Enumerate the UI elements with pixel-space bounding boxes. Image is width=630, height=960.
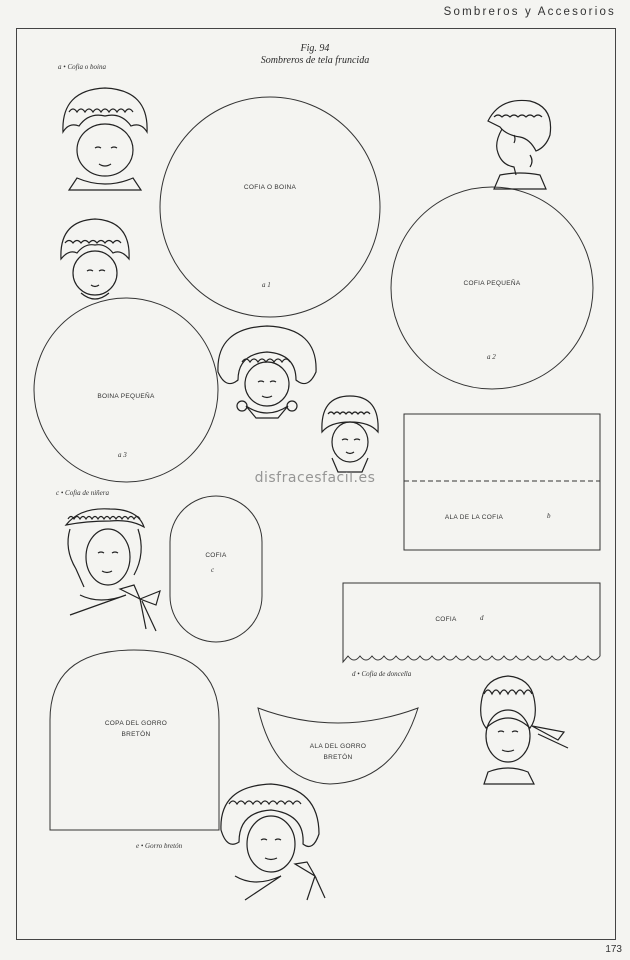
caption-e: e • Gorro bretón	[136, 842, 183, 850]
pattern-c-label: COFIA	[205, 552, 227, 559]
pattern-ala-label-line1: ALA DEL GORRO	[309, 743, 367, 750]
pattern-b-label: ALA DE LA COFIA	[444, 514, 504, 521]
figure-caption: Sombreros de tela fruncida	[260, 55, 370, 66]
pattern-a1-letter: a 1	[262, 281, 271, 289]
child-in-nightcap-illustration	[318, 392, 383, 474]
pattern-c-letter: c	[211, 566, 215, 574]
caption-d: d • Cofia de doncella	[352, 670, 412, 678]
girl-in-cap-illustration	[55, 82, 155, 192]
woman-in-nanny-bonnet-illustration	[60, 505, 170, 640]
pattern-copa-label-line2: BRETÓN	[121, 731, 151, 738]
pattern-a2-letter: a 2	[487, 353, 496, 361]
running-header: Sombreros y Accesorios	[443, 6, 616, 18]
page-number: 173	[605, 944, 622, 955]
pattern-c-outline	[170, 496, 262, 642]
pattern-d-label: COFIA	[435, 616, 457, 623]
pattern-ala-label	[268, 741, 408, 763]
woman-in-breton-bonnet-illustration	[215, 780, 330, 905]
figure-number: Fig. 94	[300, 43, 330, 54]
pattern-copa-label-line1: COPA DEL GORRO	[104, 720, 168, 727]
girl-with-tiara-cap-illustration	[478, 668, 578, 788]
pattern-a2-label: COFIA PEQUEÑA	[463, 280, 521, 287]
pattern-a1-label: COFIA O BOINA	[243, 184, 297, 191]
pattern-ala-label-line2: BRETÓN	[323, 754, 353, 761]
girl-with-curls-bonnet-illustration	[212, 322, 322, 422]
pattern-d-letter: d	[480, 614, 484, 622]
pattern-copa-label	[66, 718, 206, 740]
pattern-b-letter: b	[547, 512, 551, 520]
caption-a: a • Cofia o boina	[58, 63, 106, 71]
pattern-a3-label: BOINA PEQUEÑA	[97, 393, 155, 400]
woman-profile-mobcap-illustration	[480, 95, 555, 190]
watermark: disfracesfacil.es	[254, 470, 376, 486]
pattern-d-outline	[343, 583, 600, 662]
caption-c: c • Cofia de niñera	[56, 489, 109, 497]
child-in-mobcap-illustration	[55, 215, 135, 310]
pattern-copa-outline	[50, 650, 219, 830]
pattern-a3-letter: a 3	[118, 451, 127, 459]
